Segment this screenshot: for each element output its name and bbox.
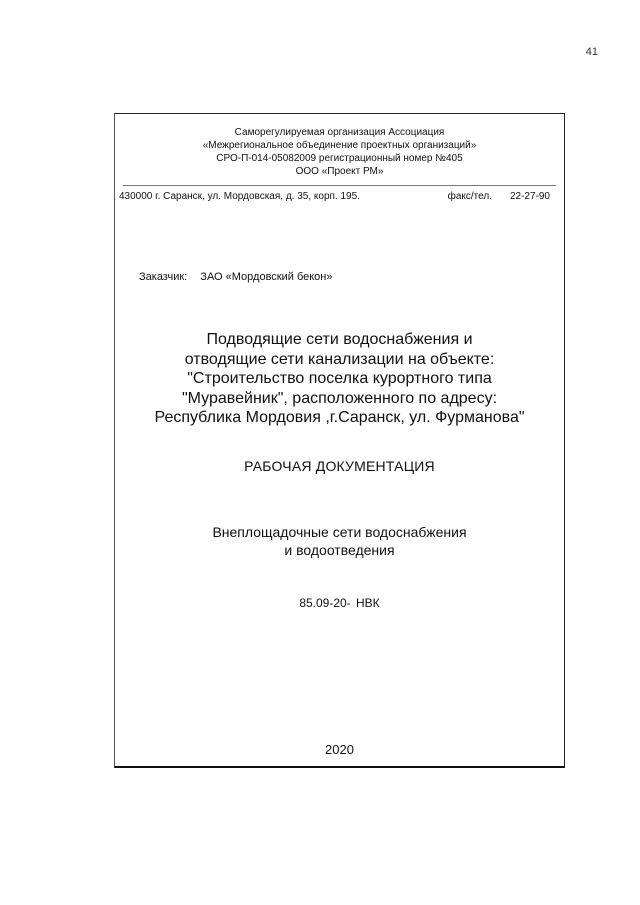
object-title [115, 330, 564, 428]
header-line-association: «Межрегиональное объединение проектных организаций» [202, 140, 477, 151]
document-type: РАБОЧАЯ ДОКУМЕНТАЦИЯ [244, 458, 435, 474]
object-title-line: отводящие сети канализации на объекте: [184, 350, 495, 368]
header-divider [123, 185, 556, 186]
object-title-line: "Муравейник", расположенного по адресу: [181, 389, 498, 407]
address-row [119, 191, 550, 202]
header-line-org-type: Саморегулируемая организация Ассоциация [234, 127, 445, 138]
header-line-registration: СРО-П-014-05082009 регистрационный номер №405 [216, 153, 463, 164]
fax-number: 22-27-90 [509, 191, 550, 202]
document-code: 85.09-20- НВК [299, 596, 380, 610]
object-title-line: Подводящие сети водоснабжения и [206, 331, 473, 348]
page-number: 41 [585, 46, 598, 58]
organization-header [115, 126, 564, 178]
section-title-line: Внеплощадочные сети водоснабжения [212, 524, 467, 540]
section-title [115, 523, 564, 559]
section-title-line: и водоотведения [284, 542, 395, 558]
object-title-line: "Строительство поселка курортного типа [187, 370, 492, 387]
fax-label: факс/тел. [447, 191, 492, 202]
object-title-line: Республика Мордовия ,г.Саранск, ул. Фурманова" [154, 409, 525, 426]
header-line-company: ООО «Проект РМ» [295, 166, 384, 177]
title-page-frame [114, 113, 565, 768]
customer-label: Заказчик: [139, 271, 188, 283]
organization-address: 430000 г. Саранск, ул. Мордовская, д. 35, корп. 195. [119, 191, 360, 202]
document-year: 2020 [325, 742, 354, 757]
customer-line [139, 271, 333, 283]
customer-name: ЗАО «Мордовский бекон» [200, 271, 333, 283]
